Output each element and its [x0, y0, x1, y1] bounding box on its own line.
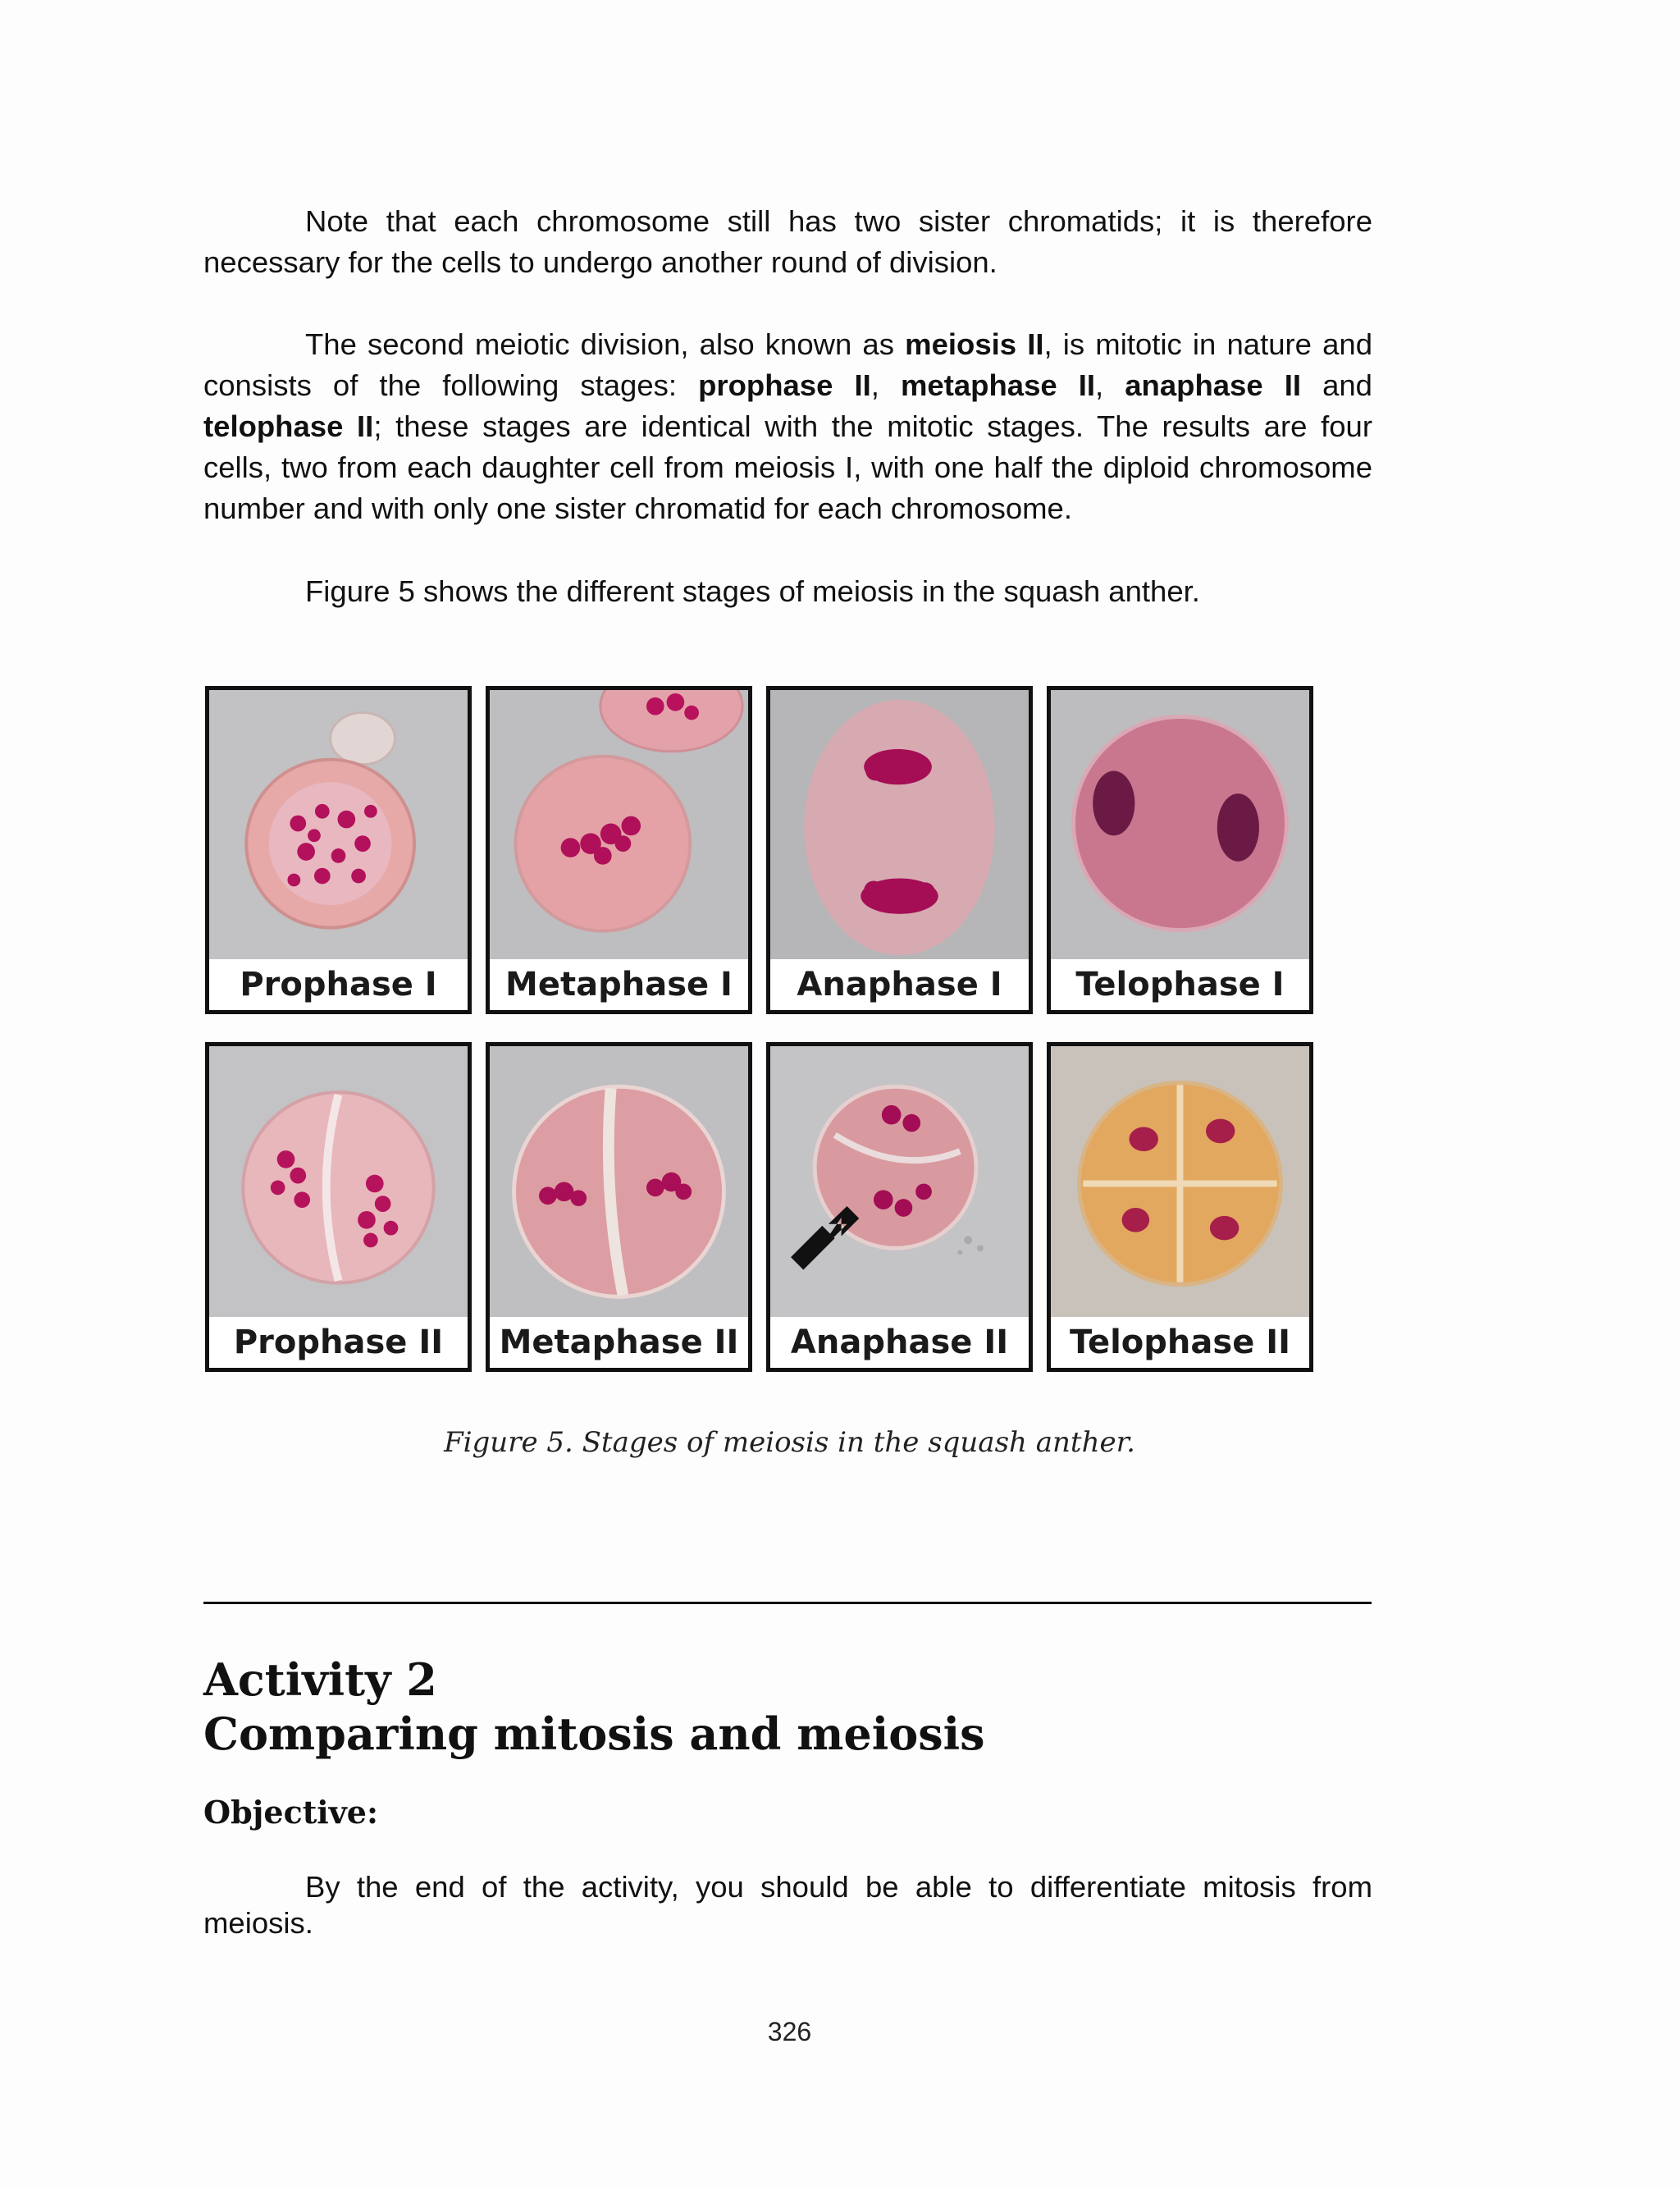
panel-telophase-ii [1047, 1042, 1313, 1372]
panel-anaphase-ii [766, 1042, 1033, 1372]
term-telophase-ii: telophase II [203, 409, 374, 443]
paragraph-3 [203, 571, 1372, 612]
panel-label: Telophase I [1051, 959, 1309, 1010]
objective-paragraph [203, 1869, 1372, 1941]
anaphase-i-micrograph [770, 690, 1029, 959]
activity-title-line1: Activity 2 [203, 1653, 437, 1706]
panel-prophase-i [205, 686, 472, 1014]
objective-heading: Objective: [203, 1794, 379, 1831]
paragraph-3-text: Figure 5 shows the different stages of meiosis in the squash anther. [305, 574, 1200, 608]
objective-text: By the end of the activity, you should be able to differentiate mitosis from meiosis. [203, 1870, 1372, 1940]
telophase-ii-micrograph [1051, 1046, 1309, 1317]
telophase-i-micrograph [1051, 690, 1309, 959]
page-number: 326 [767, 2017, 812, 2046]
panel-metaphase-i [486, 686, 752, 1014]
panel-label: Prophase II [209, 1317, 468, 1368]
paragraph-2-text-4: , [1095, 368, 1125, 402]
paragraph-2-text-3: , [870, 368, 901, 402]
panel-label: Anaphase II [770, 1317, 1029, 1368]
panel-label: Metaphase II [490, 1317, 748, 1368]
prophase-i-micrograph [209, 690, 468, 959]
activity-title-line2: Comparing mitosis and meiosis [203, 1708, 985, 1760]
panel-metaphase-ii [486, 1042, 752, 1372]
panel-telophase-i [1047, 686, 1313, 1014]
paragraph-1 [203, 201, 1372, 283]
term-anaphase-ii: anaphase II [1125, 368, 1301, 402]
term-metaphase-ii: metaphase II [900, 368, 1096, 402]
metaphase-ii-micrograph [490, 1046, 748, 1317]
panel-label: Telophase II [1051, 1317, 1309, 1368]
anaphase-ii-micrograph [770, 1046, 1029, 1317]
term-meiosis-ii: meiosis II [905, 327, 1044, 361]
metaphase-i-micrograph [490, 690, 748, 959]
panel-anaphase-i [766, 686, 1033, 1014]
paragraph-2-text-6: ; these stages are identical with the mitotic stages. The results are four cells, two from each daughter cell from meiosis I, with one half the diploid chromosome number and with only one sister chromatid for each chromosome. [203, 409, 1372, 525]
panel-label: Prophase I [209, 959, 468, 1010]
term-prophase-ii: prophase II [698, 368, 871, 402]
paragraph-1-text: Note that each chromosome still has two sister chromatids; it is therefore necessary for the cells to undergo another round of division. [203, 204, 1372, 279]
paragraph-2-text-1: The second meiotic division, also known as [305, 327, 906, 361]
section-divider [203, 1602, 1372, 1604]
figure-caption: Figure 5. Stages of meiosis in the squash anther. [444, 1426, 1135, 1459]
paragraph-2-text-2: , is mitotic in nature and consists of the following stages: [203, 327, 1373, 402]
panel-label: Metaphase I [490, 959, 748, 1010]
paragraph-2-text-5: and [1301, 368, 1372, 402]
prophase-ii-micrograph [209, 1046, 468, 1317]
panel-prophase-ii [205, 1042, 472, 1372]
paragraph-2 [203, 324, 1372, 529]
panel-label: Anaphase I [770, 959, 1029, 1010]
